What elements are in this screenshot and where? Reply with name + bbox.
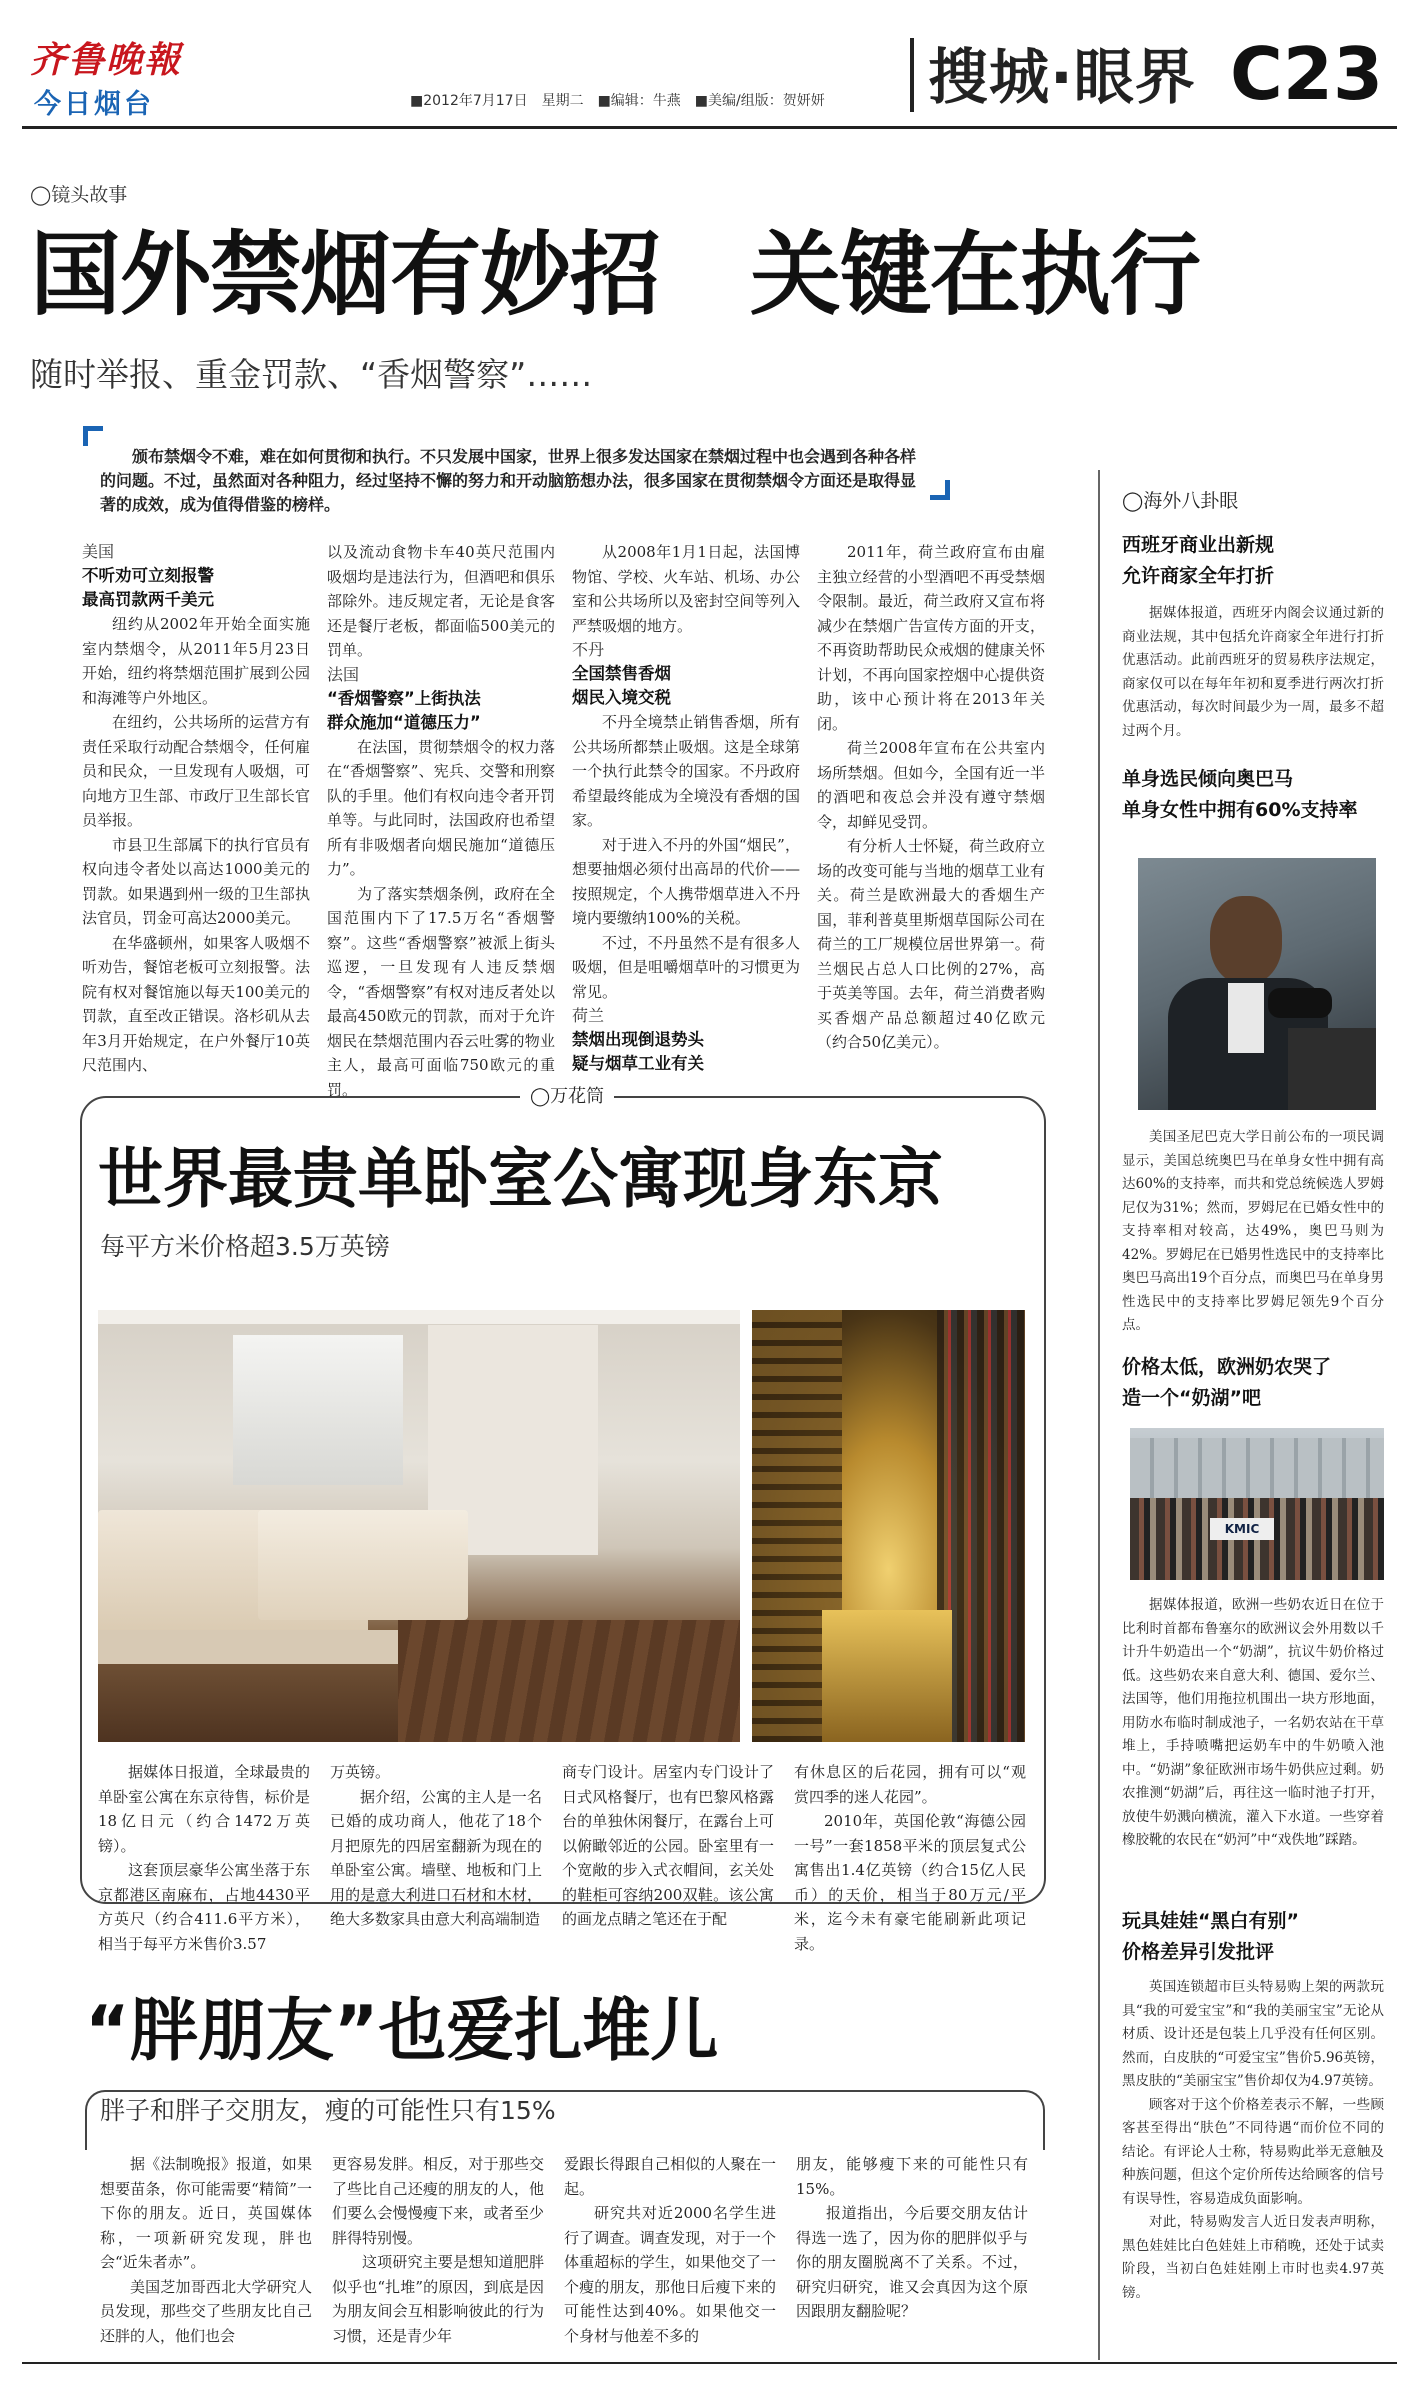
paragraph: 万英镑。 <box>330 1763 391 1781</box>
speaker-head <box>1210 896 1282 984</box>
paragraph: 顾客对于这个价格差表示不解，一些顾客甚至得出“肤色”不同待遇“而价位不同的结论。有评论人士称，特易购此举无意触及种族问题，但这个定价所传达给顾客的信号有误导性，容易造成负面影响。 <box>1122 2096 1384 2207</box>
sidebar-headline: 西班牙商业出新规 <box>1122 534 1275 556</box>
paragraph: 不丹全境禁止销售香烟，所有公共场所都禁止吸烟。这是全球第一个执行此禁令的国家。不丹政府希望最终能成为全境没有香烟的国家。 <box>572 713 800 829</box>
closet-floor <box>822 1610 952 1742</box>
paragraph: 有休息区的后花园，拥有可以“观赏四季的迷人花园”。 <box>794 1763 1026 1806</box>
microphone <box>1268 988 1332 1018</box>
page-number: C23 <box>1230 32 1384 116</box>
date-line: ■2012年7月17日 星期二 ■编辑：牛燕 ■美编/组版：贺妍妍 <box>410 93 825 109</box>
paragraph: 从2008年1月1日起，法国博物馆、学校、火车站、机场、办公室和公共场所以及密封空间等列入严禁吸烟的地方。 <box>572 543 800 635</box>
subhead: 疑与烟草工业有关 <box>572 1054 704 1073</box>
story1-column-3 <box>572 540 800 1076</box>
milk-protest-photo <box>1130 1428 1384 1580</box>
country-label-us: 美国 <box>82 542 115 561</box>
paragraph: 朋友，能够瘦下来的可能性只有15%。 <box>796 2155 1028 2198</box>
page-bottom-rule <box>22 2362 1397 2364</box>
paragraph: 有分析人士怀疑，荷兰政府立场的改变可能与当地的烟草工业有关。荷兰是欧洲最大的香烟生产国，菲利普莫里斯烟草国际公司在荷兰的工厂规模位居世界第一。荷兰烟民占总人口比例的27%，高于英美等国。去年，荷兰消费者购买香烟产品总额超过40亿欧元（约合50亿美元）。 <box>817 837 1045 1051</box>
story3-column-4 <box>796 2152 1028 2324</box>
story2-column-1 <box>98 1760 310 1956</box>
window-light <box>233 1335 403 1485</box>
speaker-shirt <box>1228 983 1264 1053</box>
paragraph: 商专门设计。居室内专门设计了日式风格餐厅，也有巴黎风格露台的单独休闲餐厅，在露台上可以俯瞰邻近的公园。卧室里有一个宽敞的步入式衣帽间，玄关处的鞋柜可容纳200双鞋。该公寓的画龙点睛之笔还在于配 <box>562 1763 774 1928</box>
story3-headline: “胖朋友”也爱扎堆儿 <box>85 1992 719 2071</box>
bed-frame <box>98 1630 428 1664</box>
paragraph: 美国圣尼巴克大学日前公布的一项民调显示，美国总统奥巴马在单身女性中拥有高达60%的支持率，而共和党总统候选人罗姆尼仅为31%；然而，罗姆尼在已婚女性中的支持率相对较高，达49%，奥巴马则为42%。罗姆尼在已婚男性选民中的支持率比奥巴马高出19个百分点，而奥巴马在单身男性选民中的支持率比罗姆尼领先9个百分点。 <box>1122 1129 1384 1333</box>
masthead <box>0 0 1417 130</box>
subhead: 最高罚款两千美元 <box>82 590 214 609</box>
sidebar-headline: 造一个“奶湖”吧 <box>1122 1387 1261 1409</box>
bed-two <box>258 1510 468 1620</box>
paragraph: 据媒体报道，欧洲一些奶农近日在位于比利时首都布鲁塞尔的欧洲议会外用数以千计升牛奶造出一个“奶湖”，抗议牛奶价格过低。这些奶农来自意大利、德国、爱尔兰、法国等，他们用拖拉机围出一块方形地面，用防水布临时制成池子，一名奶农站在干草堆上，手持喷嘴把运奶车中的牛奶喷入池中。“奶湖”象征欧洲市场牛奶供应过剩。奶农推测“奶湖”后，再往这一临时池子打开，放使牛奶溅向横流，灌入下水道。一些穿着橡胶靴的农民在“奶河”中“戏佚地”踩踏。 <box>1122 1597 1384 1848</box>
paragraph: 爱跟长得跟自己相似的人聚在一起。 <box>564 2155 776 2198</box>
sidebar-divider <box>1098 470 1100 2360</box>
sidebar-headline: 玩具娃娃“黑白有别” <box>1122 1910 1299 1932</box>
story1-lede: 颁布禁烟令不难，难在如何贯彻和执行。不只发展中国家，世界上很多发达国家在禁烟过程中也会遇到各种各样的问题。不过，虽然面对各种阻力，经过坚持不懈的努力和开动脑筋想办法，很多国家在贯彻禁烟令方面还是取得显著的成效，成为值得借鉴的榜样。 <box>100 447 917 514</box>
subhead: 群众施加“道德压力” <box>327 712 481 732</box>
sidebar-item-4 <box>1122 1906 1384 2305</box>
paragraph: 市县卫生部属下的执行官员有权向违令者处以高达1000美元的罚款。如果遇到州一级的卫生部执法官员，罚金可高达2000美元。 <box>82 835 310 927</box>
paragraph: 更容易发胖。相反，对于那些交了些比自己还瘦的朋友的人，他们要么会慢慢瘦下来，或者至少胖得特别慢。 <box>332 2155 544 2247</box>
masthead-divider <box>910 38 914 112</box>
sidebar-item-2-body <box>1122 1126 1384 1338</box>
lede-bracket-right <box>930 480 950 500</box>
subhead: “香烟警察”上街执法 <box>327 688 481 708</box>
sidebar-item-1 <box>1122 530 1384 743</box>
story1-column-4 <box>817 540 1045 1055</box>
story2-column-4 <box>794 1760 1026 1956</box>
story2-headline: 世界最贵单卧室公寓现身东京 <box>98 1142 944 1217</box>
sidebar-tag: ◯海外八卦眼 <box>1122 490 1239 512</box>
story1-tag: ◯镜头故事 <box>30 184 128 206</box>
paragraph: 不过，不丹虽然不是有很多人吸烟，但是咀嚼烟草叶的习惯更为常见。 <box>572 933 800 1001</box>
sidebar-headline: 价格差异引发批评 <box>1122 1941 1275 1963</box>
obama-speech-photo <box>1138 858 1376 1110</box>
paragraph: 研究共对近2000名学生进行了调查。调查发现，对于一个体重超标的学生，如果他交了一个瘦的朋友，那他日后瘦下来的可能性达到40%。如果他交一个身材与他差不多的 <box>564 2204 776 2345</box>
story3-column-2 <box>332 2152 544 2348</box>
paragraph: 在纽约，公共场所的运营方有责任采取行动配合禁烟令，任何雇员和民众，一旦发现有人吸烟，可向地方卫生部、市政厅卫生部长官员举报。 <box>82 713 310 829</box>
sidebar-item-3-body <box>1122 1594 1384 1853</box>
ceiling-strip <box>98 1310 740 1324</box>
edition-label: 今日烟台 <box>34 89 154 120</box>
story2-column-2 <box>330 1760 542 1932</box>
subhead: 禁烟出现倒退势头 <box>572 1030 704 1049</box>
paragraph: 据《法制晚报》报道，如果想要苗条，你可能需要“精简”一下你的朋友。近日，英国媒体称，一项新研究发现，胖也会“近朱者赤”。 <box>100 2155 312 2271</box>
story1-column-2 <box>327 540 555 1102</box>
sidebar-item-2 <box>1122 764 1384 826</box>
paragraph: 据介绍，公寓的主人是一名已婚的成功商人，他花了18个月把原先的四居室翻新为现在的单卧室公寓。墙壁、地板和门上用的是意大利进口石材和木材，绝大多数家具由意大利高端制造 <box>330 1787 542 1928</box>
protest-sign: KMIC <box>1210 1518 1274 1540</box>
story1-column-1 <box>82 540 310 1078</box>
story3-deck: 胖子和胖子交朋友，瘦的可能性只有15% <box>100 2096 556 2125</box>
subhead: 不听劝可立刻报警 <box>82 566 214 585</box>
paragraph: 美国芝加哥西北大学研究人员发现，那些交了些朋友比自己还胖的人，他们也会 <box>100 2277 312 2345</box>
country-label-france: 法国 <box>327 664 360 684</box>
apartment-bedroom-photo <box>98 1310 740 1742</box>
story2-tag: ◯万花筒 <box>520 1085 614 1109</box>
story3-column-1 <box>100 2152 312 2348</box>
wood-floor <box>398 1620 740 1742</box>
sidebar-item-3 <box>1122 1352 1384 1414</box>
sidebar-headline: 单身选民倾向奥巴马 <box>1122 768 1294 790</box>
paragraph: 在法国，贯彻禁烟令的权力落在“香烟警察”、宪兵、交警和刑察队的手里。他们有权向违令者开罚单等。与此同时，法国政府也希望所有非吸烟者向烟民施加“道德压力”。 <box>327 737 555 878</box>
paragraph: 这项研究主要是想知道肥胖似乎也“扎堆”的原因，到底是因为朋友间会互相影响彼此的行为习惯，还是青少年 <box>332 2253 544 2345</box>
subhead: 全国禁售香烟 <box>572 664 671 683</box>
paragraph: 以及流动食物卡车40英尺范围内吸烟均是违法行为，但酒吧和俱乐部除外。违反规定者，无论是食客还是餐厅老板，都面临500美元的罚单。 <box>327 543 555 659</box>
section-name: 搜城·眼界 <box>928 43 1196 113</box>
paragraph: 对于进入不丹的外国“烟民”，想要抽烟必须付出高昂的代价——按照规定，个人携带烟草进入不丹境内要缴纳100%的关税。 <box>572 835 800 927</box>
paragraph: 2011年，荷兰政府宣布由雇主独立经营的小型酒吧不再受禁烟令限制。最近，荷兰政府又宣布将减少在禁烟广告宣传方面的开支，不再资助帮助民众戒烟的健康关怀计划，不再向国家控烟中心提供资助，该中心预计将在2013年关闭。 <box>817 543 1045 733</box>
building-facade <box>1130 1438 1384 1498</box>
paragraph: 为了落实禁烟条例，政府在全国范围内下了17.5万名“香烟警察”。这些“香烟警察”被派上街头巡逻，一旦发现有人违反禁烟令，“香烟警察”有权对违反者处以最高450欧元的罚款，而对于允许烟民在禁烟范围内吞云吐雾的物业主人，最高可面临750欧元的重罚。 <box>327 884 555 1099</box>
paragraph: 英国连锁超市巨头特易购上架的两款玩具“我的可爱宝宝”和“我的美丽宝宝”无论从材质、设计还是包装上几乎没有任何区别。然而，白皮肤的“可爱宝宝”售价5.96英镑，黑皮肤的“美丽宝宝”售价却仅为4.97英镑。 <box>1122 1979 1384 2089</box>
paragraph: 荷兰2008年宣布在公共室内场所禁烟。但如今，全国有近一半的酒吧和夜总会并没有遵守禁烟令，却鲜见受罚。 <box>817 739 1045 831</box>
sidebar-headline: 允许商家全年打折 <box>1122 565 1275 587</box>
story3-column-3 <box>564 2152 776 2348</box>
newspaper-logo: 齐鲁晚報 <box>30 39 183 81</box>
country-label-netherlands: 荷兰 <box>572 1006 605 1025</box>
paragraph: 这套顶层豪华公寓坐落于东京都港区南麻布，占地4430平方英尺（约合411.6平方米），相当于每平方米售价3.57 <box>98 1861 310 1953</box>
story2-column-3 <box>562 1760 774 1932</box>
sidebar-headline: 单身女性中拥有60%支持率 <box>1122 799 1358 821</box>
paragraph: 2010年，英国伦敦“海德公园一号”一套1858平米的顶层复式公寓售出1.4亿英镑（约合15亿人民币）的天价，相当于80万元/平米，迄今未有豪宅能刷新此项记录。 <box>794 1812 1026 1953</box>
lede-bracket-left <box>83 426 103 446</box>
sidebar-headline: 价格太低，欧洲奶农哭了 <box>1122 1356 1332 1378</box>
podium <box>1288 1028 1376 1110</box>
paragraph: 对此，特易购发言人近日发表声明称，黑色娃娃比白色娃娃上市稍晚，还处于试卖阶段，当初白色娃娃刚上市时也卖4.97英镑。 <box>1122 2214 1384 2301</box>
paragraph: 纽约从2002年开始全面实施室内禁烟令，从2011年5月23日开始，纽约将禁烟范围扩展到公园和海滩等户外地区。 <box>82 615 310 707</box>
country-label-bhutan: 不丹 <box>572 640 605 659</box>
masthead-rule <box>22 126 1397 129</box>
paragraph: 据媒体报道，西班牙内阁会议通过新的商业法规，其中包括允许商家全年进行打折优惠活动。此前西班牙的贸易秩序法规定，商家仅可以在每年年初和夏季进行两次打折优惠活动，每次时间最少为一周，最多不超过两个月。 <box>1122 605 1384 739</box>
story1-headline: 国外禁烟有妙招 关键在执行 <box>30 223 1201 328</box>
paragraph: 在华盛顿州，如果客人吸烟不听劝告，餐馆老板可立刻报警。法院有权对餐馆施以每天100美元的罚款，直至改正错误。洛杉矶从去年3月开始规定，在户外餐厅10英尺范围内、 <box>82 933 310 1074</box>
paragraph: 据媒体日报道，全球最贵的单卧室公寓在东京待售，标价是18亿日元（约合1472万英镑）。 <box>98 1763 310 1855</box>
story2-deck: 每平方米价格超3.5万英镑 <box>100 1232 390 1261</box>
paragraph: 报道指出，今后要交朋友估计得选一选了，因为你的肥胖似乎与你的朋友圈脱离不了关系。不过，研究归研究，谁又会真因为这个原因跟朋友翻脸呢？ <box>796 2204 1028 2320</box>
subhead: 烟民入境交税 <box>572 688 671 707</box>
walk-in-closet-photo <box>752 1310 1025 1742</box>
story1-deck: 随时举报、重金罚款、“香烟警察”…… <box>30 355 593 394</box>
